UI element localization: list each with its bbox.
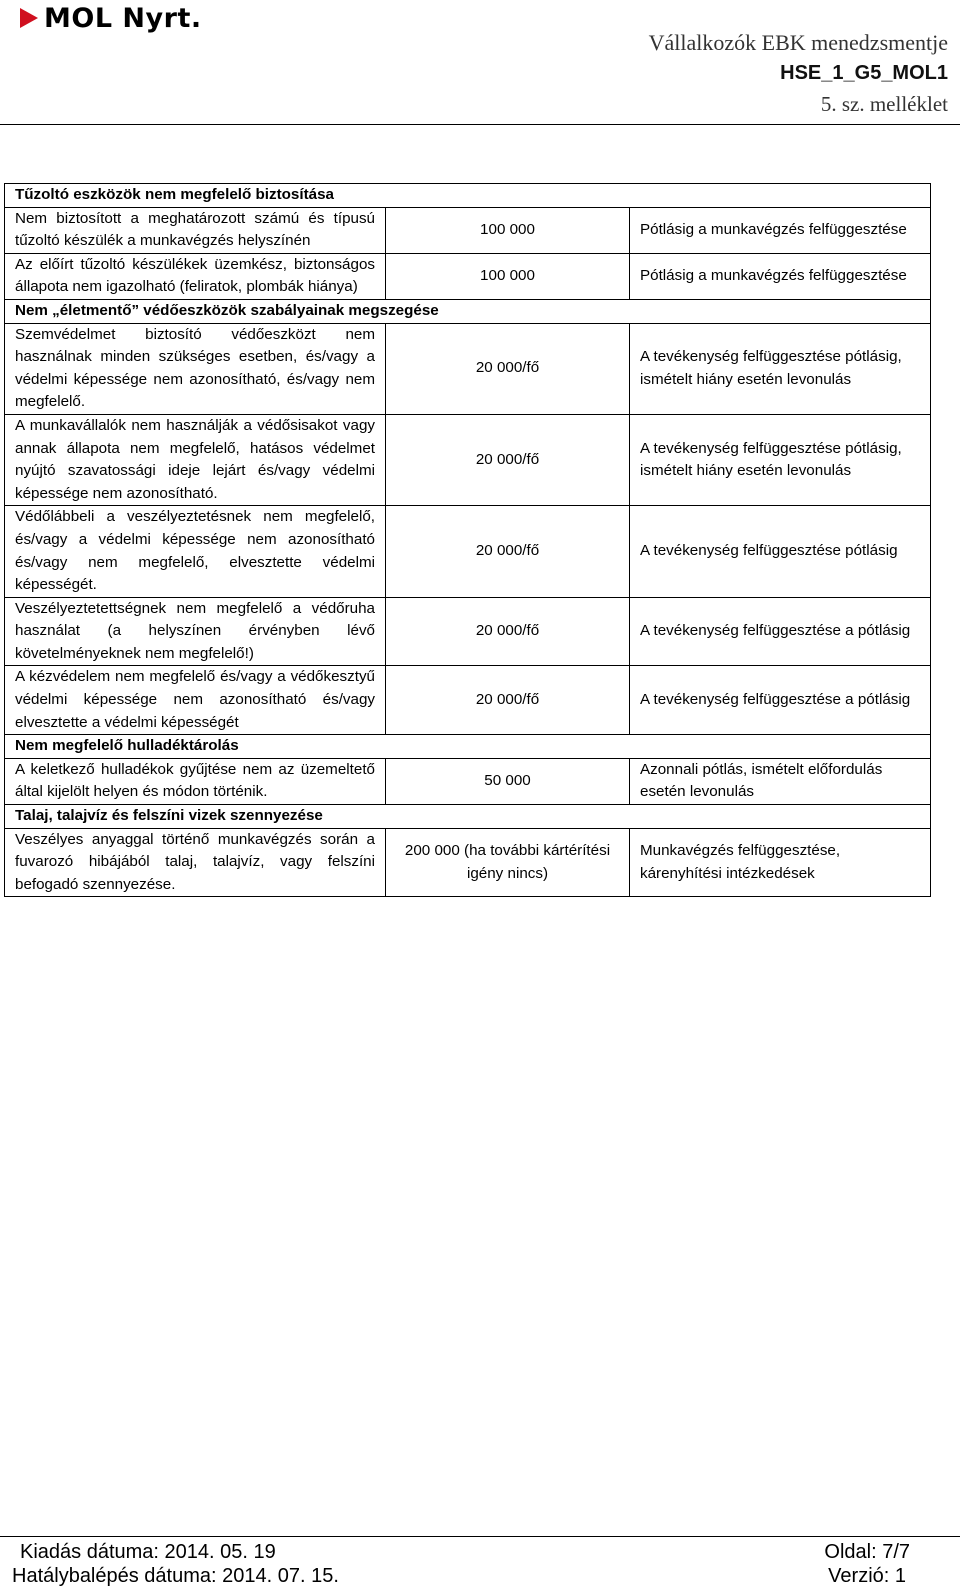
section-header-row <box>5 299 931 323</box>
section-header-row <box>5 184 931 208</box>
required-action: A tevékenység felfüggesztése pótlásig, ismételt hiány esetén levonulás <box>630 414 931 505</box>
penalty-amount: 100 000 <box>386 253 630 299</box>
table-row <box>5 414 931 505</box>
section-header-row <box>5 735 931 759</box>
penalty-amount: 200 000 (ha további kártérítési igény nincs) <box>386 828 630 897</box>
table-row <box>5 253 931 299</box>
section-title: Talaj, talajvíz és felszíni vizek szennyezése <box>5 805 931 829</box>
penalty-amount: 20 000/fő <box>386 597 630 666</box>
table-row <box>5 666 931 735</box>
section-header-row <box>5 805 931 829</box>
penalty-table <box>4 183 931 897</box>
table-row <box>5 323 931 414</box>
violation-description: A keletkező hulladékok gyűjtése nem az üzemeltető által kijelölt helyen és módon történik. <box>5 758 386 804</box>
table-row <box>5 828 931 897</box>
penalty-amount: 20 000/fő <box>386 666 630 735</box>
issue-date: Kiadás dátuma: 2014. 05. 19 <box>20 1541 276 1563</box>
violation-description: Az előírt tűzoltó készülékek üzemkész, biztonságos állapota nem igazolható (feliratok, plombák hiánya) <box>5 253 386 299</box>
required-action: Pótlásig a munkavégzés felfüggesztése <box>630 253 931 299</box>
required-action: A tevékenység felfüggesztése a pótlásig <box>630 597 931 666</box>
section-title: Nem „életmentő” védőeszközök szabályainak megszegése <box>5 299 931 323</box>
version: Verzió: 1 <box>828 1565 906 1587</box>
violation-description: Veszélyes anyaggal történő munkavégzés során a fuvarozó hibájából talaj, talajvíz, vagy felszíni befogadó szennyezése. <box>5 828 386 897</box>
header-divider <box>0 124 960 125</box>
logo-arrow-icon <box>18 6 40 30</box>
penalty-amount: 20 000/fő <box>386 414 630 505</box>
violation-description: Nem biztosított a meghatározott számú és típusú tűzoltó készülék a munkavégzés helyszínén <box>5 207 386 253</box>
page-number: Oldal: 7/7 <box>824 1541 910 1563</box>
document-title: Vállalkozók EBK menedzsmentje <box>648 30 948 55</box>
document-code: HSE_1_G5_MOL1 <box>780 62 948 84</box>
table-row <box>5 207 931 253</box>
table-row <box>5 758 931 804</box>
violation-description: Szemvédelmet biztosító védőeszközt nem használnak minden szükséges esetben, és/vagy a védelmi képessége nem azonosítható, és/vagy nem megfelelő. <box>5 323 386 414</box>
section-title: Nem megfelelő hulladéktárolás <box>5 735 931 759</box>
violation-description: Védőlábbeli a veszélyeztetésnek nem megfelelő, és/vagy a védelmi képessége nem azonosítható és/vagy nem megfelelő, elvesztette védelmi képességét. <box>5 506 386 597</box>
table-row <box>5 506 931 597</box>
section-title: Tűzoltó eszközök nem megfelelő biztosítása <box>5 184 931 208</box>
penalty-amount: 20 000/fő <box>386 323 630 414</box>
violation-description: A kézvédelem nem megfelelő és/vagy a védőkesztyű védelmi képessége nem azonosítható és/vagy elvesztette a védelmi képességét <box>5 666 386 735</box>
footer-divider <box>0 1536 960 1537</box>
violation-description: A munkavállalók nem használják a védősisakot vagy annak állapota nem megfelelő, hatásos védelmet nyújtó szavatossági ideje lejárt és/vagy védelmi képessége nem azonosítható. <box>5 414 386 505</box>
company-logo <box>18 2 202 34</box>
penalty-amount: 50 000 <box>386 758 630 804</box>
company-name: MOL Nyrt. <box>44 2 202 34</box>
required-action: A tevékenység felfüggesztése a pótlásig <box>630 666 931 735</box>
penalty-amount: 100 000 <box>386 207 630 253</box>
required-action: Munkavégzés felfüggesztése, kárenyhítési intézkedések <box>630 828 931 897</box>
required-action: Pótlásig a munkavégzés felfüggesztése <box>630 207 931 253</box>
required-action: Azonnali pótlás, ismételt előfordulás esetén levonulás <box>630 758 931 804</box>
required-action: A tevékenység felfüggesztése pótlásig <box>630 506 931 597</box>
effective-date: Hatálybalépés dátuma: 2014. 07. 15. <box>12 1565 339 1587</box>
required-action: A tevékenység felfüggesztése pótlásig, ismételt hiány esetén levonulás <box>630 323 931 414</box>
violation-description: Veszélyeztetettségnek nem megfelelő a védőruha használat (a helyszínen érvényben lévő követelményeknek nem megfelelő!) <box>5 597 386 666</box>
table-row <box>5 597 931 666</box>
annex-label: 5. sz. melléklet <box>820 92 948 116</box>
penalty-amount: 20 000/fő <box>386 506 630 597</box>
